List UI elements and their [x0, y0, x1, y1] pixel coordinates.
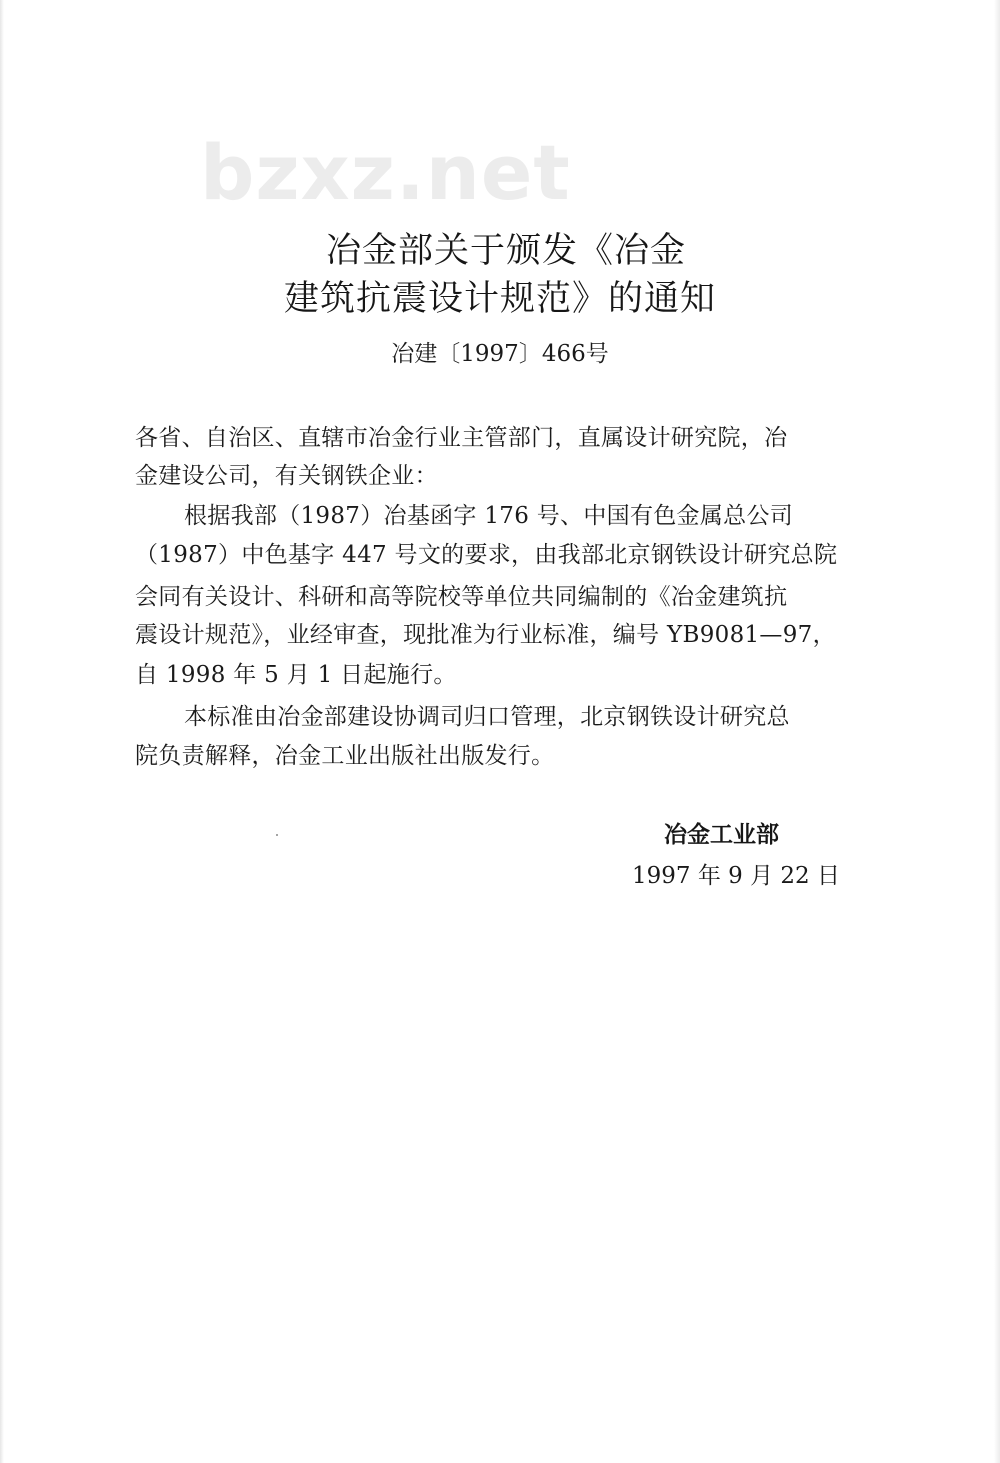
paragraph-1-line-4: 震设计规范》，业经审查，现批准为行业标准，编号 YB9081—97，	[135, 622, 836, 648]
page-edge-right	[994, 0, 1000, 1463]
paragraph-1-line-1: 根据我部（1987）冶基函字 176 号、中国有色金属总公司	[184, 503, 794, 529]
paragraph-1-line-2: （1987）中色基字 447 号文的要求，由我部北京钢铁设计研究总院	[135, 542, 838, 568]
notice-title-line-2: 建筑抗震设计规范》的通知	[283, 279, 716, 319]
paragraph-1-line-5: 自 1998 年 5 月 1 日起施行。	[135, 662, 457, 688]
watermark: bzxz.net	[200, 128, 571, 217]
issuer-signature: 冶金工业部	[664, 821, 779, 848]
addressee-line-2: 金建设公司，有关钢铁企业：	[135, 463, 438, 489]
document-number: 冶建〔1997〕466号	[391, 341, 609, 367]
page-edge-left	[0, 0, 4, 1463]
paragraph-1-line-3: 会同有关设计、科研和高等院校等单位共同编制的《冶金建筑抗	[135, 584, 788, 610]
notice-title-line-1: 冶金部关于颁发《冶金	[325, 231, 686, 271]
scan-speck	[276, 834, 278, 836]
issue-date: 1997 年 9 月 22 日	[632, 863, 840, 889]
paragraph-2-line-2: 院负责解释，冶金工业出版社出版发行。	[135, 743, 555, 769]
paragraph-2-line-1: 本标准由冶金部建设协调司归口管理，北京钢铁设计研究总	[184, 704, 790, 730]
addressee-line-1: 各省、自治区、直辖市冶金行业主管部门，直属设计研究院，冶	[135, 425, 788, 451]
